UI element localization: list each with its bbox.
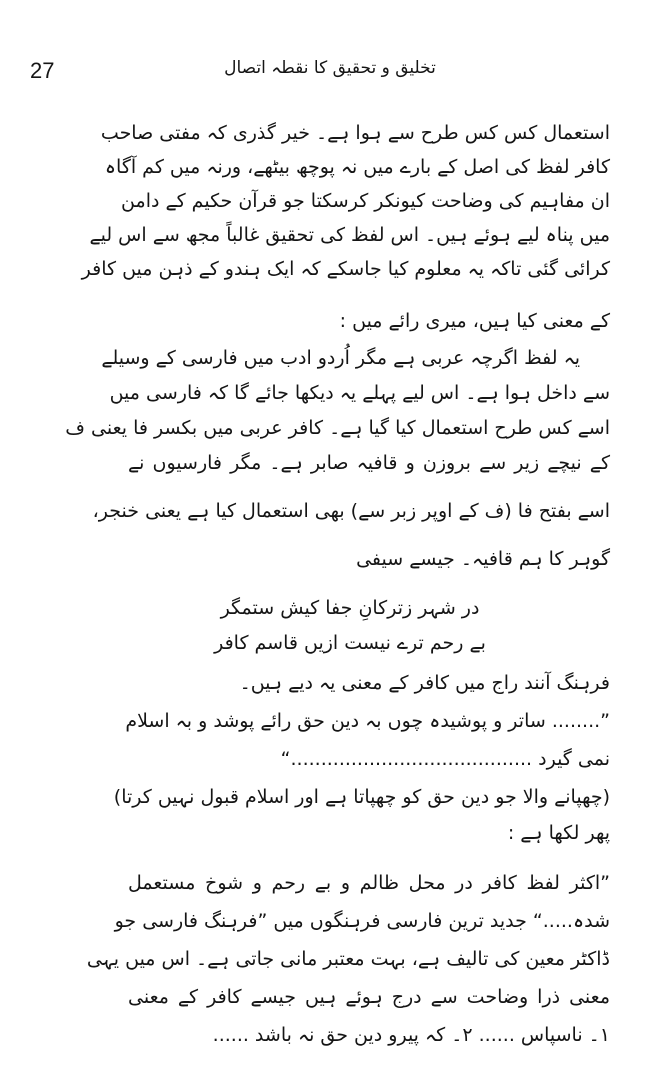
- quote-line: نمی گیرد ........................................“: [280, 748, 610, 770]
- verse-line: در شہر زترکانِ جفا کیش ستمگر: [220, 597, 480, 619]
- translation-line: (چھپانے والا جو دین حق کو چھپاتا ہے اور اسلام قبول نہیں کرتا): [113, 786, 610, 808]
- text-line: اسے کس طرح استعمال کیا گیا ہے۔ کافر عربی میں بکسر فا یعنی ف: [65, 417, 610, 439]
- list-line: ۱۔ ناسپاس ...... ۲۔ کہ پیرو دین حق نہ باشد ......: [212, 1024, 610, 1046]
- text-line: گوہر کا ہم قافیہ۔ جیسے سیفی: [356, 548, 610, 570]
- text-line: معنی ذرا وضاحت سے درج ہوئے ہیں جیسے کافر کے معنی: [128, 986, 610, 1008]
- text-line: پھر لکھا ہے :: [507, 822, 610, 844]
- text-line: یہ لفظ اگرچہ عربی ہے مگر اُردو ادب میں فارسی کے وسیلے: [101, 347, 580, 369]
- text-line: شدہ.....“ جدید ترین فارسی فرہنگوں میں ”فرہنگ فارسی جو: [114, 910, 610, 932]
- page-number: 27: [30, 58, 55, 83]
- text-line: میں پناہ لیے ہوئے ہیں۔ اس لفظ کی تحقیق غالباً مجھ سے اس لیے: [89, 224, 610, 246]
- text-line: ڈاکٹر معین کی تالیف ہے، بہت معتبر مانی جاتی ہے۔ اس میں یہی: [86, 948, 610, 970]
- running-title: تخلیق و تحقیق کا نقطہ اتصال: [224, 58, 436, 78]
- text-line: کے نیچے زیر سے بروزن و قافیہ صابر ہے۔ مگر فارسیوں نے: [128, 452, 610, 474]
- text-line: ان مفاہیم کی وضاحت کیونکر کرسکتا جو قرآن حکیم کے دامن: [121, 190, 610, 212]
- quote-line: ”اکثر لفظ کافر در محل ظالم و بے رحم و شوخ مستعمل: [128, 872, 610, 894]
- text-line: فرہنگ آنند راج میں کافر کے معنی یہ دیے ہیں۔: [239, 672, 610, 694]
- text-line: کے معنی کیا ہیں، میری رائے میں :: [339, 310, 610, 332]
- quote-line: ”........ ساتر و پوشیدہ چوں بہ دین حق رائے پوشد و بہ اسلام: [125, 710, 610, 732]
- text-line: کرائی گئی تاکہ یہ معلوم کیا جاسکے کہ ایک ہندو کے ذہن میں کافر: [81, 258, 610, 280]
- text-line: استعمال کس کس طرح سے ہوا ہے۔ خیر گذری کہ مفتی صاحب: [100, 122, 610, 144]
- text-line: اسے بفتح فا (ف کے اوپر زبر سے) بھی استعمال کیا ہے یعنی خنجر،: [92, 500, 610, 522]
- text-line: سے داخل ہوا ہے۔ اس لیے پہلے یہ دیکھا جائے گا کہ فارسی میں: [109, 382, 610, 404]
- text-line: کافر لفظ کی اصل کے بارے میں نہ پوچھ بیٹھے، ورنہ میں کم آگاہ: [104, 156, 610, 178]
- verse-line: بے رحم ترے نیست ازیں قاسم کافر: [214, 632, 486, 654]
